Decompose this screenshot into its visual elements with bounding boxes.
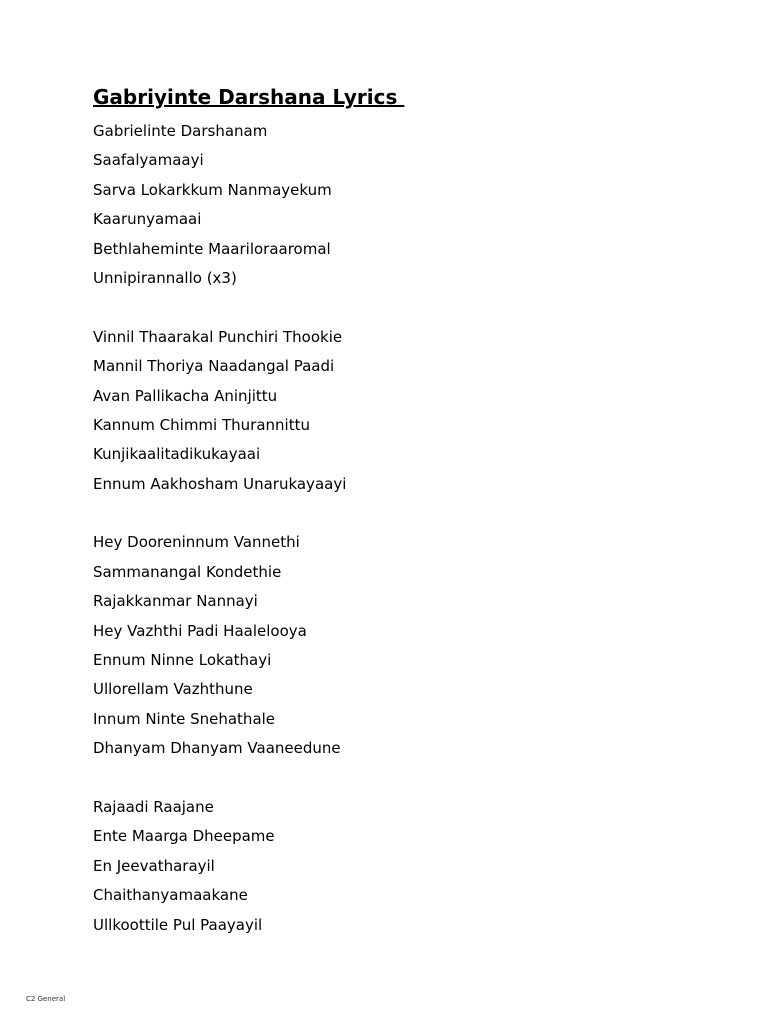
lyric-line: Kannum Chimmi Thurannittu: [93, 415, 310, 434]
lyric-line: Innum Ninte Snehathale: [93, 709, 276, 728]
page-title: Gabriyinte Darshana Lyrics: [93, 85, 405, 109]
lyric-line: Ullkoottile Pul Paayayil: [93, 915, 263, 934]
lyric-line: Ullorellam Vazhthune: [93, 680, 253, 699]
lyric-line: Kunjikaalitadikukayaai: [93, 445, 261, 464]
lyrics-list: [93, 120, 346, 943]
lyric-line: Saafalyamaayi: [93, 151, 204, 170]
lyric-line: Sarva Lokarkkum Nanmayekum: [93, 180, 332, 199]
lyric-line: Vinnil Thaarakal Punchiri Thookie: [93, 327, 343, 346]
lyric-line: Unnipirannallo (x3): [93, 268, 237, 287]
lyric-line: Rajaadi Raajane: [93, 797, 214, 816]
classification-label: C2 General: [26, 995, 66, 1003]
lyric-line: Kaarunyamaai: [93, 210, 202, 229]
lyric-line: [93, 502, 346, 531]
lyric-line: Ennum Ninne Lokathayi: [93, 651, 272, 670]
lyric-line: Hey Vazhthi Padi Haalelooya: [93, 621, 307, 640]
lyric-line: Sammanangal Kondethie: [93, 562, 282, 581]
lyric-line: Dhanyam Dhanyam Vaaneedune: [93, 739, 341, 758]
lyric-line: Avan Pallikacha Aninjittu: [93, 386, 278, 405]
lyric-line: Bethlaheminte Maariloraaromal: [93, 239, 331, 258]
lyric-line: Ente Maarga Dheepame: [93, 827, 275, 846]
lyric-line: [93, 296, 346, 325]
lyric-line: [93, 767, 346, 796]
lyric-line: Rajakkanmar Nannayi: [93, 592, 258, 611]
lyric-line: Mannil Thoriya Naadangal Paadi: [93, 357, 335, 376]
lyric-line: Ennum Aakhosham Unarukayaayi: [93, 474, 347, 493]
lyric-line: Gabrielinte Darshanam: [93, 122, 268, 140]
lyric-line: En Jeevatharayil: [93, 856, 215, 875]
lyric-line: Hey Dooreninnum Vannethi: [93, 533, 300, 552]
lyric-line: Chaithanyamaakane: [93, 886, 248, 905]
